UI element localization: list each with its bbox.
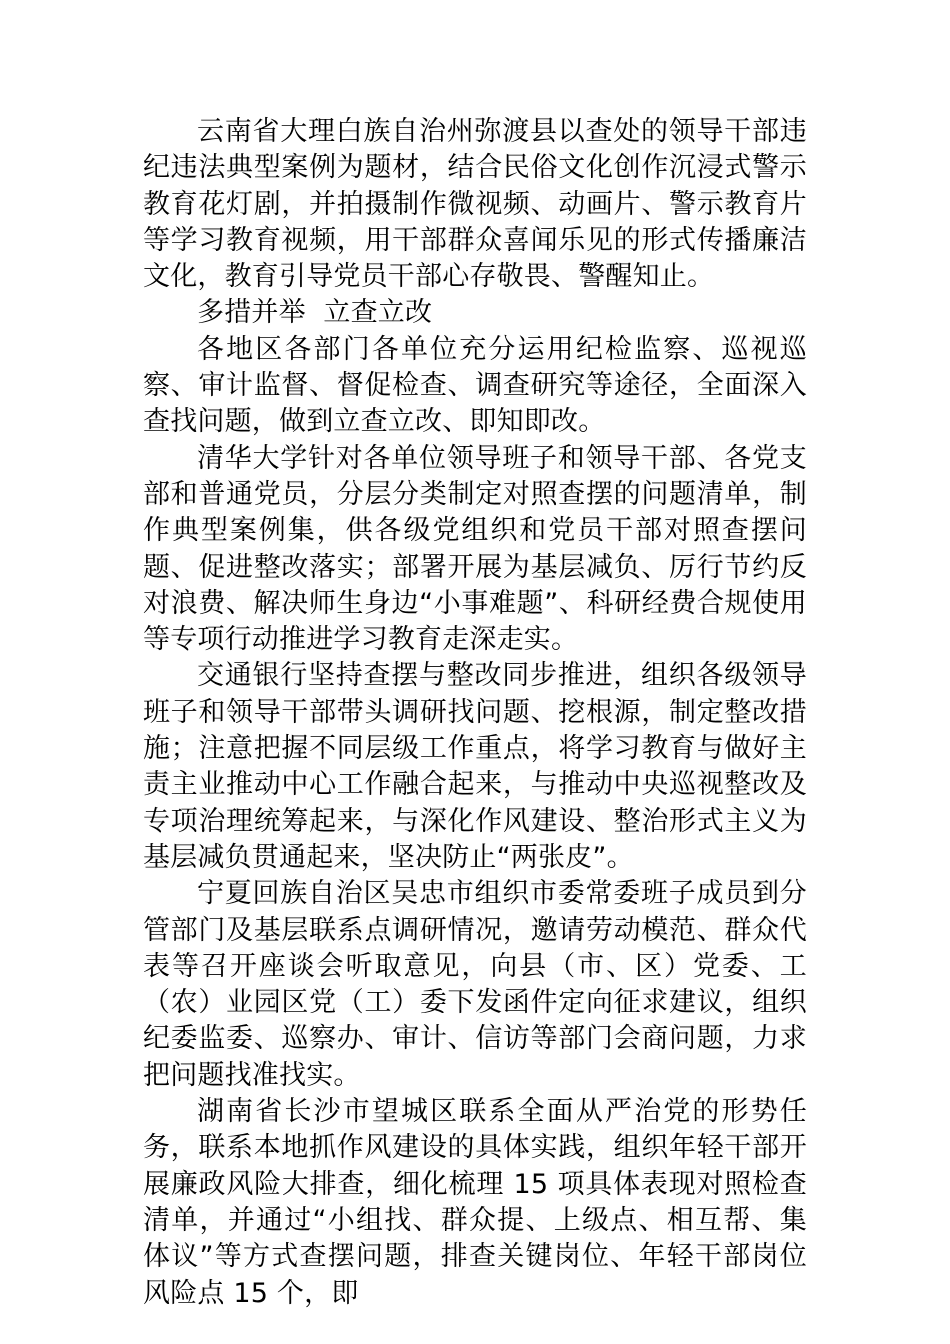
body-text <box>143 114 807 1312</box>
paragraph-yunnan: 云南省大理白族自治州弥渡县以查处的领导干部违纪违法典型案例为题材，结合民俗文化创作沉浸式警示教育花灯剧，并拍摄制作微视频、动画片、警示教育片等学习教育视频，用干部群众喜闻乐见的形式传播廉洁文化，教育引导党员干部心存敬畏、警醒知止。 <box>143 116 807 293</box>
paragraph-overview: 各地区各部门各单位充分运用纪检监察、巡视巡察、审计监督、督促检查、调查研究等途径，全面深入查找问题，做到立查立改、即知即改。 <box>143 333 807 438</box>
paragraph-tsinghua: 清华大学针对各单位领导班子和领导干部、各党支部和普通党员，分层分类制定对照查摆的问题清单，制作典型案例集，供各级党组织和党员干部对照查摆问题、促进整改落实；部署开展为基层减负、厉行节约反对浪费、解决师生身边“小事难题”、科研经费合规使用等专项行动推进学习教育走深走实。 <box>143 442 807 656</box>
paragraph-ningxia: 宁夏回族自治区吴忠市组织市委常委班子成员到分管部门及基层联系点调研情况，邀请劳动模范、群众代表等召开座谈会听取意见，向县（市、区）党委、工（农）业园区党（工）委下发函件定向征求建议，组织纪委监委、巡察办、审计、信访等部门会商问题，力求把问题找准找实。 <box>143 878 807 1091</box>
paragraph-hunan: 湖南省长沙市望城区联系全面从严治党的形势任务，联系本地抓作风建设的具体实践，组织年轻干部开展廉政风险大排查，细化梳理 15 项具体表现对照检查清单，并通过“小组找、群众提、上级点、相互帮、集体议”等方式查摆问题，排查关键岗位、年轻干部岗位风险点 15 个，即 <box>143 1096 807 1309</box>
paragraph-bocom: 交通银行坚持查摆与整改同步推进，组织各级领导班子和领导干部带头调研找问题、挖根源，制定整改措施；注意把握不同层级工作重点，将学习教育与做好主责主业推动中心工作融合起来，与推动中央巡视整改及专项治理统筹起来，与深化作风建设、整治形式主义为基层减负贯通起来，坚决防止“两张皮”。 <box>143 660 807 873</box>
section-heading: 多措并举 立查立改 <box>197 297 433 329</box>
